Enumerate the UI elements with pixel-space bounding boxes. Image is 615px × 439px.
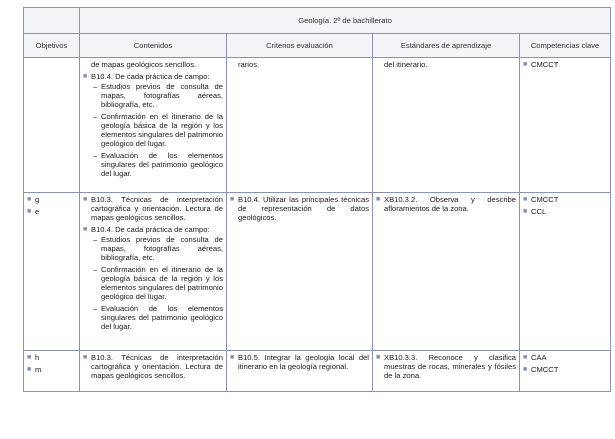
competencia-item: ■ CMCCT — [523, 60, 559, 69]
sub-list-item: – Confirmación en el itinerario de la geología básica de la región y los elementos singulares del patrimonio geológico del lugar. — [93, 265, 223, 301]
bullet-icon: ■ — [523, 366, 528, 373]
sub-list-item: – Estudios previos de consulta de mapas, fotografías aéreas, bibliografía, etc. — [93, 82, 223, 109]
objetivos-cell — [24, 351, 80, 392]
list-item: ■ B10.4. De cada práctica de campo: – Estudios previos de consulta de mapas, fotografías aéreas, bibliografía, etc. – Confirmación en el itinerario de la geología básica de la región y los elementos singulares del patrimonio geológico del lugar. – Evaluación de los elementos singulares del patrimonio geológico del lugar. — [83, 225, 223, 331]
table-row — [24, 193, 611, 351]
header-objetivos: Objetivos — [24, 34, 80, 58]
dash-icon: – — [93, 112, 98, 121]
dash-icon: – — [93, 265, 98, 274]
contenidos-cell — [80, 193, 227, 351]
contenidos-continuation: de mapas geológicos sencillos. — [91, 60, 197, 69]
table-row — [24, 58, 611, 193]
list-item: ■ B10.4. Utilizar las principales técnicas de representación de datos geológicos. — [230, 195, 369, 222]
bullet-icon: ■ — [523, 61, 528, 68]
bullet-icon: ■ — [523, 354, 528, 361]
bullet-icon: ■ — [230, 196, 235, 203]
competencias-cell — [520, 351, 611, 392]
objetivo-item: ■ g — [27, 195, 40, 204]
list-item: ■ B10.4. De cada práctica de campo: – Estudios previos de consulta de mapas, fotografías aéreas, bibliografía, etc. – Confirmación en el itinerario de la geología básica de la región y los elementos singulares del patrimonio geológico del lugar. – Evaluación de los elementos singulares del patrimonio geológico del lugar. — [83, 72, 223, 178]
table-row — [24, 351, 611, 392]
estandares-cell — [373, 351, 520, 392]
list-item: ■ B10.3. Técnicas de interpretación cartográfica y orientación. Lectura de mapas geológicos sencillos. — [83, 195, 223, 222]
sub-list-item: – Estudios previos de consulta de mapas, fotografías aéreas, bibliografía, etc. — [93, 235, 223, 262]
criterios-cell: rarios. — [227, 58, 373, 193]
bullet-icon: ■ — [27, 366, 32, 373]
header-contenidos: Contenidos — [80, 34, 227, 58]
list-item: ■ B10.3. Técnicas de interpretación cartográfica y orientación. Lectura de mapas geológicos sencillos. — [83, 353, 223, 380]
bullet-icon: ■ — [83, 196, 88, 203]
objetivos-cell — [24, 193, 80, 351]
dash-icon: – — [93, 151, 98, 160]
competencias-cell — [520, 58, 611, 193]
competencia-item: ■ CMCCT — [523, 195, 559, 204]
list-item: ■ B10.5. Integrar la geología local del itinerario en la geología regional. — [230, 353, 369, 371]
bullet-icon: ■ — [83, 226, 88, 233]
competencia-item: ■ CAA — [523, 353, 547, 362]
dash-icon: – — [93, 235, 98, 244]
criterios-cell — [227, 351, 373, 392]
bullet-icon: ■ — [376, 354, 381, 361]
header-estandares: Estándares de aprendizaje — [373, 34, 520, 58]
bullet-icon: ■ — [27, 196, 32, 203]
competencia-item: ■ CMCCT — [523, 365, 559, 374]
header-criterios: Criterios evaluación — [227, 34, 373, 58]
objetivo-item: ■ m — [27, 365, 42, 374]
objetivos-cell — [24, 58, 80, 193]
sub-list-item: – Evaluación de los elementos singulares del patrimonio geológico del lugar. — [93, 151, 223, 178]
competencias-cell — [520, 193, 611, 351]
bullet-icon: ■ — [376, 196, 381, 203]
dash-icon: – — [93, 304, 98, 313]
bullet-icon: ■ — [523, 196, 528, 203]
curriculum-table — [23, 7, 611, 392]
list-item: ■ XB10.3.2. Observa y describe afloramientos de la zona. — [376, 195, 516, 213]
sub-list-item: – Confirmación en el itinerario de la geología básica de la región y los elementos singulares del patrimonio geológico del lugar. — [93, 112, 223, 148]
bullet-icon: ■ — [83, 354, 88, 361]
bullet-icon: ■ — [83, 73, 88, 80]
criterios-cell — [227, 193, 373, 351]
bullet-icon: ■ — [27, 208, 32, 215]
bullet-icon: ■ — [523, 208, 528, 215]
header-competencias: Competencias clave — [520, 34, 611, 58]
dash-icon: – — [93, 82, 98, 91]
estandares-cell — [373, 193, 520, 351]
list-item: ■ XB10.3.3. Reconoce y clasifica muestras de rocas, minerales y fósiles de la zona. — [376, 353, 516, 380]
sub-list-item: – Evaluación de los elementos singulares del patrimonio geológico del lugar. — [93, 304, 223, 331]
table-title: Geología. 2º de bachillerato — [80, 8, 611, 34]
contenidos-cell — [80, 351, 227, 392]
contenidos-cell — [80, 58, 227, 193]
header-empty-cell — [24, 8, 80, 34]
objetivo-item: ■ e — [27, 207, 40, 216]
objetivo-item: ■ h — [27, 353, 40, 362]
estandares-cell: del itinerario. — [373, 58, 520, 193]
bullet-icon: ■ — [230, 354, 235, 361]
competencia-item: ■ CCL — [523, 207, 547, 216]
bullet-icon: ■ — [27, 354, 32, 361]
